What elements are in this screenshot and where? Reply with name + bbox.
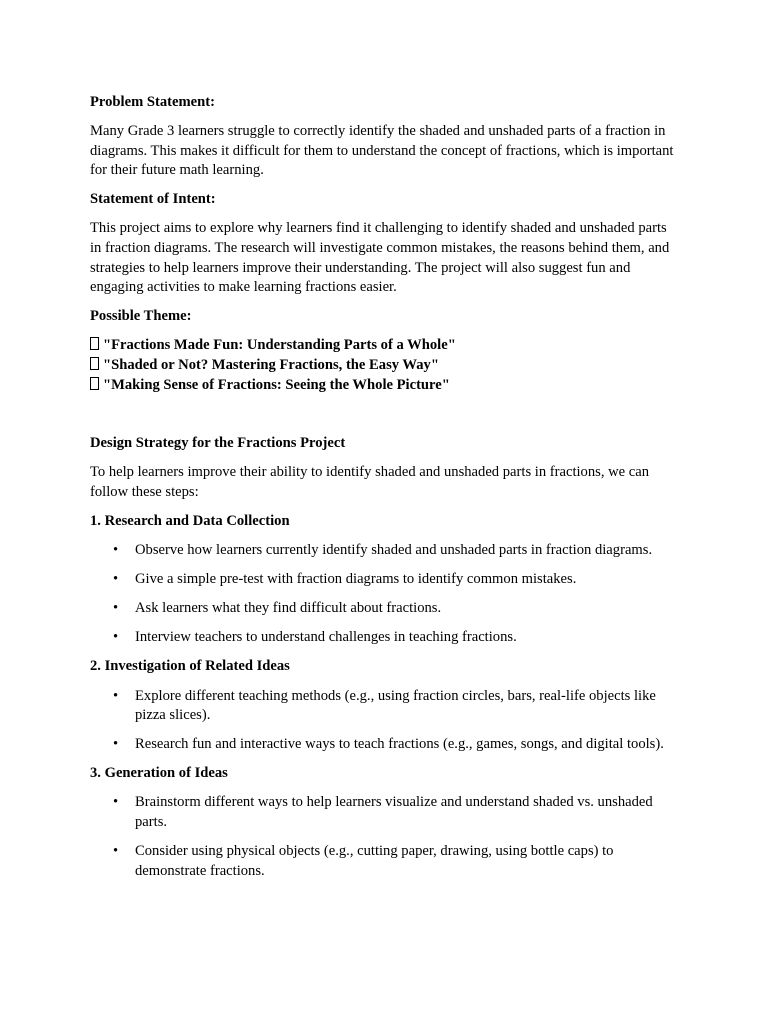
section-heading-investigation: 2. Investigation of Related Ideas [90,658,290,675]
list-item [90,599,678,619]
list-item [90,628,678,648]
missing-glyph-icon [90,377,99,390]
section-heading-generation: 3. Generation of Ideas [90,765,228,782]
problem-statement-text: Many Grade 3 learners struggle to correctly identify the shaded and unshaded parts of a fraction in diagrams. This makes it difficult for them to understand the concept of fractions, which is important for their future math learning. [90,123,674,179]
list-item-text: Consider using physical objects (e.g., cutting paper, drawing, using bottle caps) to demonstrate fractions. [135,843,614,879]
bullet-icon: • [113,843,119,860]
theme-item-text: "Making Sense of Fractions: Seeing the Whole Picture" [103,376,450,393]
design-strategy-intro: To help learners improve their ability to identify shaded and unshaded parts in fractions, we can follow these steps: [90,464,650,500]
list-item-text: Give a simple pre-test with fraction diagrams to identify common mistakes. [135,571,577,588]
list-item-text: Ask learners what they find difficult about fractions. [135,600,442,617]
list-item-text: Brainstorm different ways to help learners visualize and understand shaded vs. unshaded parts. [135,794,653,831]
list-item-text: Explore different teaching methods (e.g., using fraction circles, bars, real-life objects like pizza slices). [135,687,656,724]
theme-item [90,336,678,356]
list-item-text: Interview teachers to understand challenges in teaching fractions. [135,629,517,646]
statement-of-intent-text: This project aims to explore why learners find it challenging to identify shaded and unshaded parts in fraction diagrams. The research will investigate common mistakes, the reasons behind them, and strategies to help learners improve their understanding. The project will also suggest fun and engaging activities to make learning fractions easier. [90,220,670,296]
possible-theme-heading: Possible Theme: [90,308,192,325]
missing-glyph-icon [90,357,99,370]
statement-of-intent-heading: Statement of Intent: [90,191,216,208]
theme-item [90,356,678,376]
theme-item-text: "Shaded or Not? Mastering Fractions, the Easy Way" [103,357,439,374]
theme-item-text: "Fractions Made Fun: Understanding Parts of a Whole" [103,337,456,354]
list-item [90,842,678,881]
missing-glyph-icon [90,337,99,350]
list-item [90,570,678,590]
bullet-icon: • [113,794,119,811]
theme-list [90,336,678,395]
section-heading-research: 1. Research and Data Collection [90,513,290,529]
design-strategy-heading: Design Strategy for the Fractions Project [90,435,346,452]
list-item-text: Research fun and interactive ways to teach fractions (e.g., games, songs, and digital tools). [135,736,664,753]
list-item [90,687,678,726]
research-list [90,541,678,648]
investigation-list [90,687,678,755]
generation-list [90,793,678,881]
list-item [90,793,678,832]
bullet-icon: • [113,542,119,559]
bullet-icon: • [113,687,119,704]
bullet-icon: • [113,736,119,753]
problem-statement-heading: Problem Statement: [90,94,215,110]
theme-item [90,376,678,396]
list-item-text: Observe how learners currently identify shaded and unshaded parts in fraction diagrams. [135,542,653,559]
list-item [90,541,678,561]
bullet-icon: • [113,571,119,588]
bullet-icon: • [113,629,119,646]
list-item [90,735,678,755]
bullet-icon: • [113,600,119,617]
